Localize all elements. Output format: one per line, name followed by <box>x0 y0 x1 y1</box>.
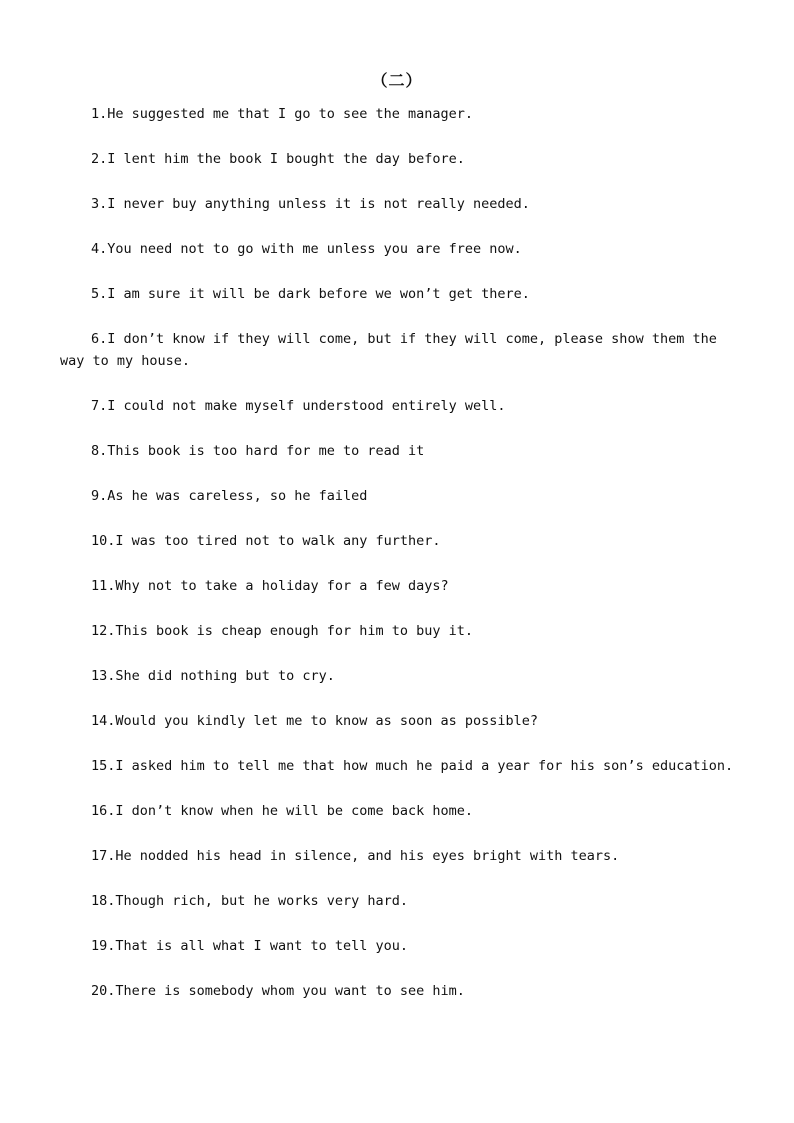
item-number: 20. <box>91 983 116 999</box>
item-text: Would you kindly let me to know as soon as possible? <box>115 713 539 729</box>
item-text: Though rich, but he works very hard. <box>115 893 408 909</box>
section-heading: （二） <box>371 71 423 90</box>
list-item <box>60 755 738 777</box>
item-text: I lent him the book I bought the day before. <box>107 151 465 167</box>
item-number: 19. <box>91 938 116 954</box>
list-item <box>60 800 738 822</box>
list-item <box>60 440 738 462</box>
item-text: As he was careless, so he failed <box>107 488 368 504</box>
item-text: He nodded his head in silence, and his eyes bright with tears. <box>115 848 620 864</box>
item-number: 17. <box>91 848 116 864</box>
item-number: 13. <box>91 668 116 684</box>
item-text: There is somebody whom you want to see him. <box>115 983 465 999</box>
list-item <box>60 485 738 507</box>
item-number: 18. <box>91 893 116 909</box>
item-text: I asked him to tell me that how much he paid a year for his son’s education. <box>115 758 734 774</box>
list-item <box>60 575 738 597</box>
item-number: 16. <box>91 803 116 819</box>
item-number: 14. <box>91 713 116 729</box>
list-item <box>60 328 738 372</box>
item-text: I could not make myself understood entirely well. <box>107 398 506 414</box>
item-number: 5. <box>91 286 108 302</box>
sentence-list <box>60 103 738 1025</box>
item-text: He suggested me that I go to see the manager. <box>107 106 474 122</box>
item-text: This book is too hard for me to read it <box>107 443 425 459</box>
item-text: She did nothing but to cry. <box>115 668 335 684</box>
item-number: 4. <box>91 241 108 257</box>
list-item <box>60 148 738 170</box>
list-item <box>60 890 738 912</box>
item-number: 2. <box>91 151 108 167</box>
item-text: This book is cheap enough for him to buy it. <box>115 623 474 639</box>
item-number: 6. <box>91 331 108 347</box>
list-item <box>60 935 738 957</box>
list-item <box>60 845 738 867</box>
list-item <box>60 103 738 125</box>
item-text: I never buy anything unless it is not really needed. <box>107 196 530 212</box>
item-text: I don’t know if they will come, but if they will come, please show them the way to my house. <box>60 331 717 369</box>
item-text: I don’t know when he will be come back home. <box>115 803 474 819</box>
item-number: 10. <box>91 533 116 549</box>
list-item <box>60 238 738 260</box>
list-item <box>60 395 738 417</box>
list-item <box>60 530 738 552</box>
item-text: I am sure it will be dark before we won’t get there. <box>107 286 530 302</box>
list-item <box>60 665 738 687</box>
list-item <box>60 980 738 1002</box>
item-text: That is all what I want to tell you. <box>115 938 408 954</box>
item-number: 15. <box>91 758 116 774</box>
item-text: I was too tired not to walk any further. <box>115 533 441 549</box>
item-text: Why not to take a holiday for a few days? <box>115 578 449 594</box>
list-item <box>60 620 738 642</box>
item-number: 3. <box>91 196 108 212</box>
item-number: 7. <box>91 398 108 414</box>
item-number: 1. <box>91 106 108 122</box>
item-number: 8. <box>91 443 108 459</box>
list-item <box>60 193 738 215</box>
list-item <box>60 710 738 732</box>
item-number: 11. <box>91 578 116 594</box>
item-text: You need not to go with me unless you are free now. <box>107 241 522 257</box>
list-item <box>60 283 738 305</box>
item-number: 12. <box>91 623 116 639</box>
item-number: 9. <box>91 488 108 504</box>
